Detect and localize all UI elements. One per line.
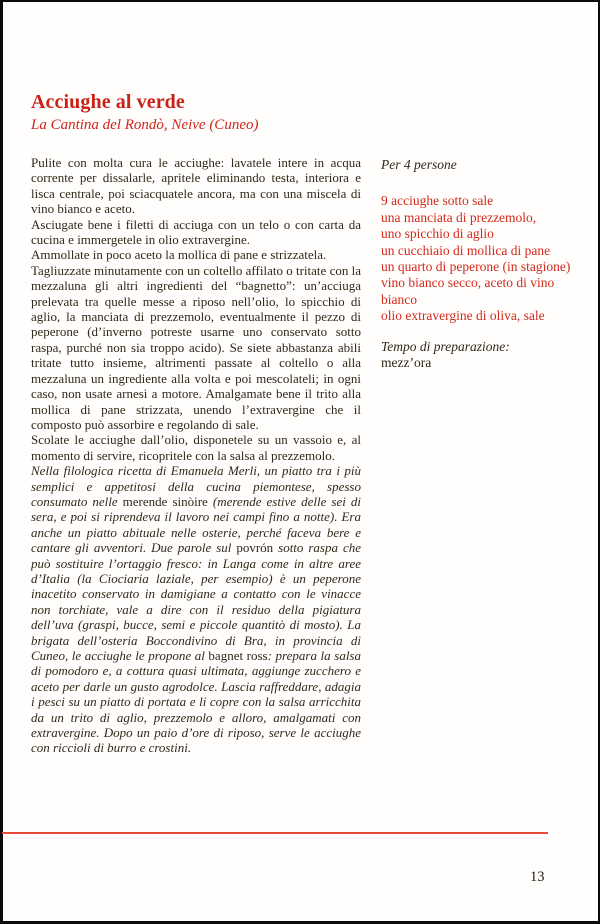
recipe-sidebar bbox=[381, 157, 581, 371]
serves-label: Per 4 persone bbox=[381, 157, 457, 172]
note-segment-italic: Nella filologica ricetta di Emanuela Merli, un piatto tra i più semplici e appetitosi della cucina piemontese, spesso consumato nelle bbox=[31, 463, 361, 509]
recipe-body bbox=[31, 155, 361, 756]
prep-time-label: Tempo di preparazione: bbox=[381, 338, 510, 354]
ingredients-list bbox=[381, 193, 581, 324]
prep-time-value: mezz’ora bbox=[381, 355, 432, 371]
note-paragraph bbox=[31, 463, 361, 756]
ingredient-item: uno spicchio di aglio bbox=[381, 226, 494, 242]
ingredient-item: una manciata di prezzemolo, bbox=[381, 209, 537, 225]
instruction-paragraph: Pulite con molta cura le acciughe: lavatele intere in acqua corrente per dissalarle, apritele eliminando testa, interiora e lisca centrale, poi sciacquatele ancora, ma con una miscela di vino bianco e aceto. bbox=[31, 155, 361, 217]
instruction-paragraph: Ammollate in poco aceto la mollica di pane e strizzatela. bbox=[31, 247, 327, 263]
note-segment-roman: povrón bbox=[236, 540, 274, 556]
note-segment-italic: (merende estive delle sei di sera, e poi si riprendeva il lavoro nei campi fino a notte). Era anche un piatto abituale nelle osterie, perché faceva bere e cantare gli avventori. Due parole sul bbox=[31, 493, 361, 556]
restaurant-subtitle: La Cantina del Rondò, Neive (Cuneo) bbox=[31, 117, 259, 133]
ingredient-item: un cucchiaio di mollica di pane bbox=[381, 242, 551, 258]
note-segment-roman: bagnet ross bbox=[208, 648, 268, 663]
page-number: 13 bbox=[530, 869, 545, 885]
instruction-paragraph: Asciugate bene i filetti di acciuga con un telo o con carta da cucina e immergetele in olio extravergine. bbox=[31, 216, 361, 248]
instruction-paragraph: Tagliuzzate minutamente con un coltello affilato o tritate con la mezzaluna gli altri ingredienti del “bagnetto”: un’acciuga prelevata tra quelle messe a riposo nell’olio, lo spicchio di aglio, la manciata di prezzemolo, eventualmente il pezzo di peperone (d’inverno potreste usarne uno conservato sotto raspa, purché non sia troppo acido). Se siete abbastanza abili tritate tutto insieme, altrimenti passate al coltello o alla mezzaluna un ingrediente alla volta e poi mescolateli; in ogni caso, non usate arnesi a motore. Amalgamate bene il trito alla mollica di pane strizzata, unendo l’extravergine che il composto può assorbire e regolando di sale. bbox=[31, 262, 361, 432]
recipe-instructions bbox=[31, 155, 361, 463]
note-segment-roman: merende sinòire bbox=[122, 493, 208, 509]
note-segment-italic: sotto raspa che può sostituire l’ortaggio fresco: in Langa come in altre aree d’Italia (la Ciociaria laziale, per esempio) è un peperone inacetito conservato in damigiane a contatto con le vinacce non torchiate, vale a dire con il residuo della pigiatura dell’uva (graspi, bucce, semi e piccole quantitò di mosto). La brigata dell’osteria Boccondivino di Bra, in provincia di Cuneo, le acciughe le propone al bbox=[31, 540, 361, 663]
instruction-paragraph: Scolate le acciughe dall’olio, disponetele su un vassoio e, al momento di servire, ricopritele con la salsa al prezzemolo. bbox=[31, 432, 361, 463]
ingredient-item: un quarto di peperone (in stagione) bbox=[381, 259, 571, 275]
recipe-header bbox=[31, 91, 258, 134]
note-segment-italic: : prepara la salsa di pomodoro e, a cottura quasi ultimata, aggiunge zucchero e aceto per darle un gusto agrodolce. Lascia raffreddare, adagia i pesci su un piatto di portata e li copre con la salsa arricchita da un trito di aglio, prezzemolo e alloro, amalgamati con extravergine. Dopo un paio d’ore di riposo, serve le acciughe con riccioli di burro e crostini. bbox=[31, 648, 361, 756]
scan-edge-left bbox=[0, 0, 3, 924]
scan-edge-top bbox=[0, 0, 600, 2]
recipe-title: Acciughe al verde bbox=[31, 91, 185, 113]
ingredient-item: olio extravergine di oliva, sale bbox=[381, 308, 545, 324]
ingredient-item: vino bianco secco, aceto di vino bianco bbox=[381, 275, 555, 307]
ingredient-item: 9 acciughe sotto sale bbox=[381, 193, 494, 209]
footer-divider bbox=[2, 832, 548, 834]
